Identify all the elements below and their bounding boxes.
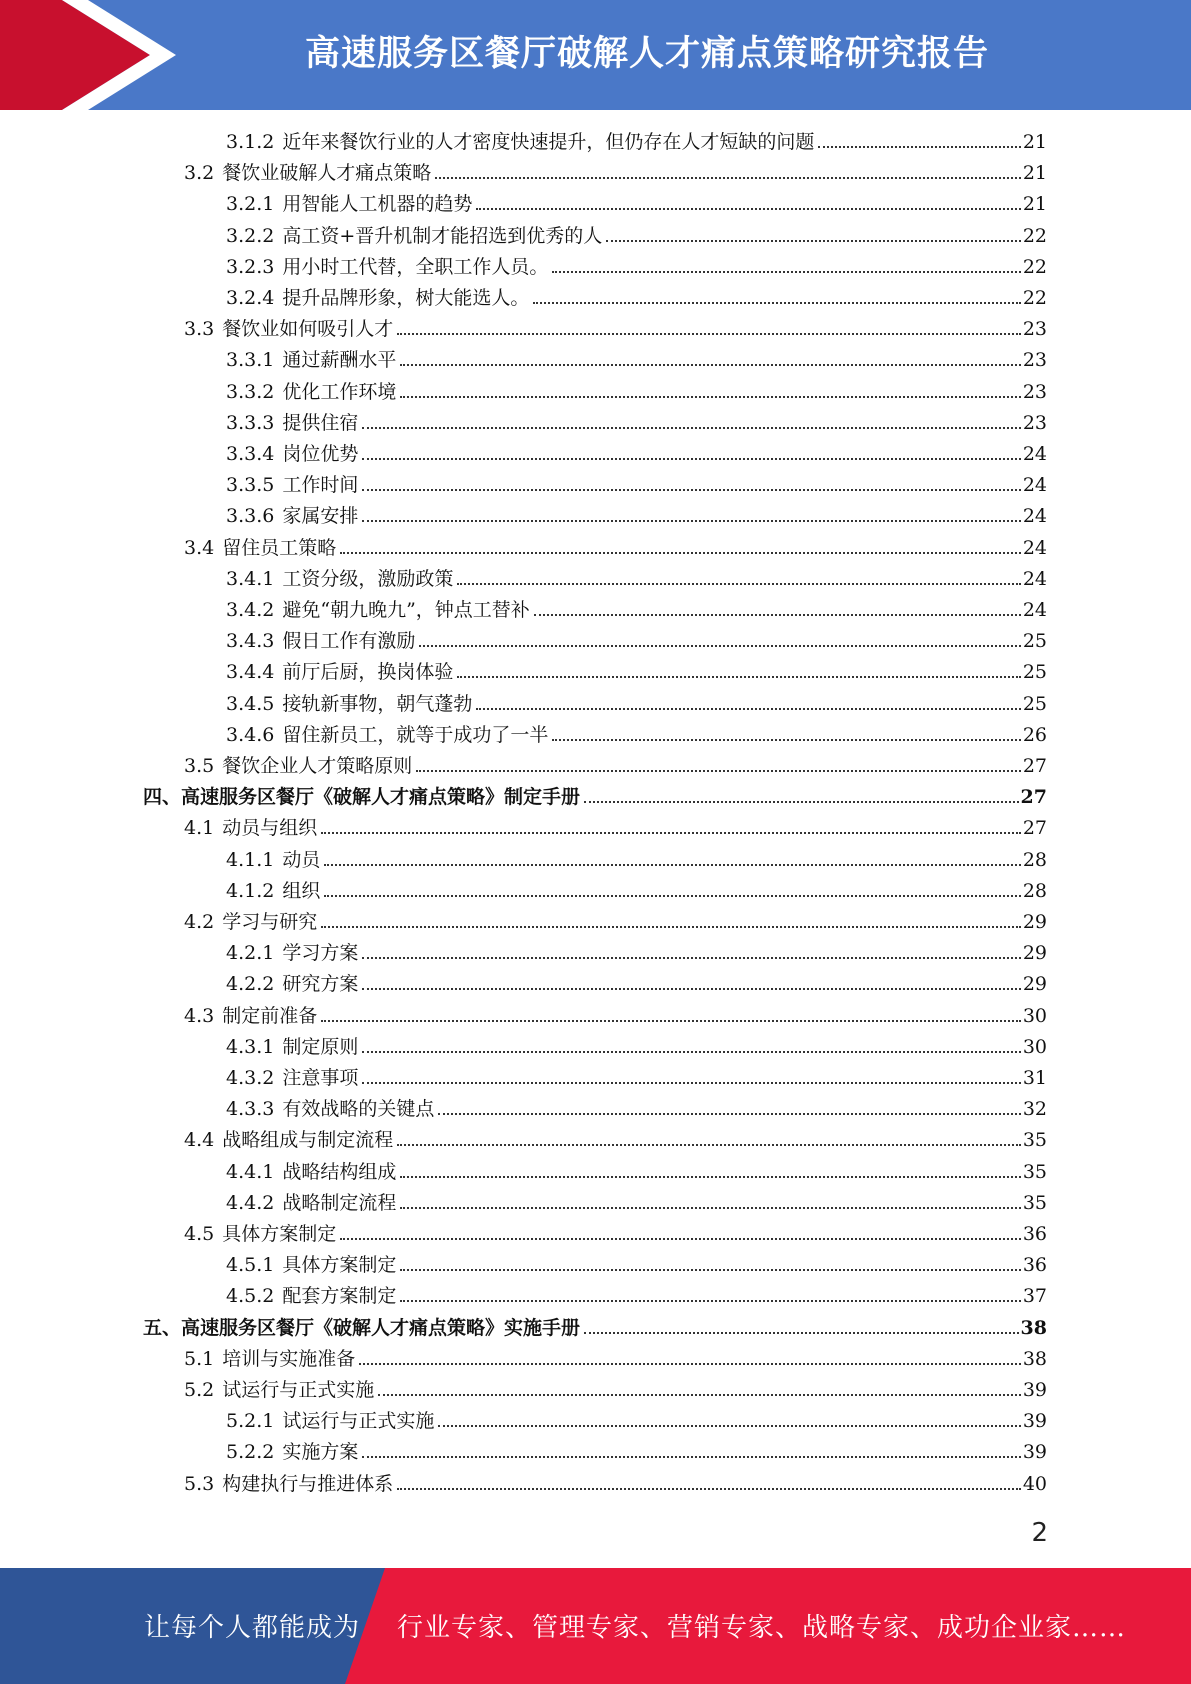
toc-entry-number: 4.2 [184, 911, 215, 933]
toc-entry-number: 3.3.1 [226, 349, 275, 372]
toc-entry-number: 4.5 [184, 1223, 215, 1245]
toc-dot-leader [362, 489, 1020, 491]
toc-entry-number: 3.2.4 [226, 287, 275, 309]
footer-slogan-left: 让每个人都能成为 [144, 1613, 361, 1643]
toc-entry-number: 3.4.5 [226, 692, 275, 715]
toc-entry-page: 29 [1022, 911, 1047, 933]
toc-entry-title: 前厅后厨，换岗体验 [282, 661, 454, 684]
toc-entry-page: 25 [1022, 661, 1047, 684]
toc-entry-page: 25 [1022, 630, 1047, 653]
toc-dot-leader [340, 1238, 1021, 1240]
page-number: 2 [1031, 1518, 1048, 1548]
toc-dot-leader [476, 208, 1020, 210]
toc-entry-number: 3.2.3 [226, 255, 275, 278]
toc-entry-title: 具体方案制定 [222, 1223, 337, 1245]
toc-entry-page: 31 [1022, 1067, 1047, 1089]
toc-entry-page: 23 [1022, 318, 1047, 341]
toc-entry-title: 制定原则 [282, 1035, 359, 1058]
toc-entry-page: 38 [1022, 1347, 1047, 1370]
toc-entry-number: 3.4.3 [226, 630, 275, 653]
toc-entry-title: 避免“朝九晚九”，钟点工替补 [282, 599, 530, 621]
toc-entry[interactable] [226, 1063, 1047, 1094]
toc-entry-number: 3.1.2 [226, 131, 275, 153]
toc-entry-title: 提升品牌形象，树大能选人。 [282, 287, 530, 309]
toc-entry-page: 27 [1020, 786, 1047, 809]
toc-dot-leader [362, 957, 1020, 959]
toc-dot-leader [435, 177, 1021, 179]
toc-entry-page: 21 [1022, 162, 1047, 185]
toc-entry-page: 38 [1020, 1316, 1047, 1339]
toc-entry[interactable] [226, 657, 1047, 688]
toc-entry-title: 具体方案制定 [282, 1254, 397, 1277]
toc-entry-page: 26 [1022, 723, 1047, 746]
toc-entry[interactable] [226, 189, 1047, 220]
toc-dot-leader [584, 801, 1019, 803]
toc-entry-title: 用智能人工机器的趋势 [282, 193, 473, 216]
toc-dot-leader [378, 1394, 1021, 1396]
toc-entry[interactable] [226, 1437, 1047, 1468]
toc-entry[interactable] [226, 1188, 1047, 1219]
toc-entry-number: 3.2 [184, 162, 215, 185]
toc-entry[interactable] [226, 408, 1047, 439]
toc-entry-number: 4.3.1 [226, 1035, 275, 1058]
toc-entry-page: 24 [1022, 474, 1047, 497]
toc-entry-number: 4.2.2 [226, 973, 275, 996]
toc-entry-title: 岗位优势 [282, 443, 359, 465]
toc-entry-page: 28 [1022, 848, 1047, 871]
toc-entry-title: 接轨新事物，朝气蓬勃 [282, 692, 473, 715]
toc-dot-leader [400, 396, 1020, 398]
toc-entry-page: 29 [1022, 973, 1047, 996]
toc-entry-page: 27 [1022, 755, 1047, 777]
toc-dot-leader [400, 364, 1020, 366]
toc-entry-number: 3.3.3 [226, 411, 275, 434]
toc-entry-title: 组织 [282, 879, 321, 902]
toc-entry-title: 优化工作环境 [282, 380, 397, 403]
toc-entry-title: 构建执行与推进体系 [222, 1472, 394, 1495]
toc-entry-title: 有效战略的关键点 [282, 1098, 435, 1121]
toc-entry[interactable] [184, 1125, 1047, 1156]
toc-entry-page: 28 [1022, 879, 1047, 902]
toc-entry-title: 实施方案 [282, 1441, 359, 1464]
toc-entry-title: 四、高速服务区餐厅《破解人才痛点策略》制定手册 [143, 786, 581, 809]
toc-entry[interactable] [184, 813, 1047, 844]
toc-entry-number: 3.3.6 [226, 505, 275, 528]
toc-dot-leader [397, 1144, 1021, 1146]
toc-entry-title: 学习方案 [282, 942, 359, 965]
toc-entry-page: 37 [1022, 1285, 1047, 1308]
toc-dot-leader [400, 1300, 1020, 1302]
toc-entry-title: 餐饮业破解人才痛点策略 [222, 162, 432, 185]
toc-entry[interactable] [184, 158, 1047, 189]
toc-entry-page: 39 [1022, 1379, 1047, 1401]
toc-entry-title: 战略制定流程 [282, 1191, 397, 1214]
toc-entry[interactable] [226, 564, 1047, 595]
toc-entry[interactable] [226, 876, 1047, 907]
toc-entry-title: 通过薪酬水平 [282, 349, 397, 372]
toc-dot-leader [419, 645, 1020, 647]
toc-entry-page: 24 [1022, 536, 1047, 559]
toc-dot-leader [362, 1456, 1020, 1458]
toc-entry-title: 配套方案制定 [282, 1285, 397, 1308]
toc-entry-number: 5.3 [184, 1472, 215, 1495]
toc-entry-page: 24 [1022, 567, 1047, 590]
toc-dot-leader [362, 1082, 1020, 1084]
toc-dot-leader [362, 1051, 1020, 1053]
toc-entry-page: 24 [1022, 505, 1047, 528]
toc-entry-page: 30 [1022, 1035, 1047, 1058]
toc-entry-page: 24 [1022, 443, 1047, 465]
toc-entry[interactable] [226, 377, 1047, 408]
toc-entry[interactable] [226, 1032, 1047, 1063]
toc-dot-leader [400, 1207, 1020, 1209]
toc-entry-title: 餐饮企业人才策略原则 [222, 755, 413, 777]
toc-entry-number: 3.2.2 [226, 224, 275, 247]
toc-entry[interactable] [226, 1281, 1047, 1312]
toc-entry-page: 35 [1022, 1191, 1047, 1214]
toc-entry[interactable] [226, 845, 1047, 876]
toc-entry-number: 3.4.4 [226, 661, 275, 684]
toc-entry-number: 5.2.1 [226, 1410, 275, 1433]
toc-entry-title: 培训与实施准备 [222, 1347, 356, 1370]
toc-entry[interactable] [226, 345, 1047, 376]
toc-dot-leader [818, 146, 1020, 148]
toc-entry-number: 4.1.1 [226, 848, 275, 871]
toc-entry[interactable] [226, 1094, 1047, 1125]
toc-entry-title: 研究方案 [282, 973, 359, 996]
toc-entry-number: 3.2.1 [226, 193, 275, 216]
toc-dot-leader [533, 302, 1020, 304]
toc-entry[interactable] [226, 938, 1047, 969]
toc-entry-page: 39 [1022, 1441, 1047, 1464]
toc-entry[interactable] [143, 1313, 1047, 1344]
toc-dot-leader [321, 1020, 1021, 1022]
toc-entry[interactable] [226, 1250, 1047, 1281]
toc-entry-title: 战略结构组成 [282, 1160, 397, 1183]
toc-entry-page: 30 [1022, 1004, 1047, 1027]
toc-dot-leader [397, 333, 1021, 335]
toc-entry[interactable] [226, 501, 1047, 532]
toc-entry[interactable] [226, 470, 1047, 501]
header-band [0, 0, 1191, 110]
toc-entry-title: 留住新员工，就等于成功了一半 [282, 723, 549, 746]
toc-dot-leader [606, 240, 1021, 242]
toc-dot-leader [321, 832, 1021, 834]
toc-entry-title: 留住员工策略 [222, 536, 337, 559]
toc-entry[interactable] [226, 969, 1047, 1000]
toc-entry[interactable] [226, 221, 1047, 252]
toc-entry-number: 4.1 [184, 817, 215, 840]
toc-dot-leader [362, 427, 1020, 429]
toc-dot-leader [457, 583, 1020, 585]
toc-entry-number: 3.4.2 [226, 599, 275, 621]
toc-entry-title: 工作时间 [282, 474, 359, 497]
toc-dot-leader [534, 614, 1021, 616]
toc-entry-title: 用小时工代替，全职工作人员。 [282, 255, 549, 278]
toc-dot-leader [457, 676, 1020, 678]
toc-entry-number: 3.3.4 [226, 443, 275, 465]
toc-entry-title: 餐饮业如何吸引人才 [222, 318, 394, 341]
toc-entry-title: 动员 [282, 848, 321, 871]
toc-dot-leader [397, 1488, 1021, 1490]
toc-entry[interactable] [226, 439, 1047, 470]
toc-entry-number: 3.4 [184, 536, 215, 559]
document-title: 高速服务区餐厅破解人才痛点策略研究报告 [305, 34, 990, 74]
toc-entry-page: 21 [1022, 131, 1047, 153]
toc-entry-page: 29 [1022, 942, 1047, 965]
toc-entry-page: 22 [1022, 287, 1047, 309]
toc-entry[interactable] [184, 1344, 1047, 1375]
toc-dot-leader [584, 1332, 1019, 1334]
toc-dot-leader [324, 864, 1020, 866]
toc-entry-page: 36 [1022, 1223, 1047, 1245]
toc-entry[interactable] [184, 1219, 1047, 1250]
toc-dot-leader [324, 895, 1020, 897]
toc-dot-leader [362, 988, 1020, 990]
toc-entry-number: 5.2 [184, 1379, 215, 1401]
toc-entry[interactable] [184, 907, 1047, 938]
toc-entry[interactable] [184, 1469, 1047, 1500]
toc-entry-number: 3.4.6 [226, 723, 275, 746]
toc-entry-title: 动员与组织 [222, 817, 318, 840]
toc-entry-number: 3.4.1 [226, 567, 275, 590]
toc-entry-title: 高工资+晋升机制才能招选到优秀的人 [282, 224, 603, 247]
toc-entry-page: 35 [1022, 1160, 1047, 1183]
toc-entry-number: 4.5.2 [226, 1285, 275, 1308]
toc-entry[interactable] [226, 1157, 1047, 1188]
toc-entry[interactable] [226, 720, 1047, 751]
toc-entry[interactable] [143, 782, 1047, 813]
toc-dot-leader [400, 1269, 1020, 1271]
toc-dot-leader [362, 520, 1020, 522]
toc-entry[interactable] [226, 689, 1047, 720]
toc-dot-leader [400, 1176, 1020, 1178]
toc-entry[interactable] [226, 252, 1047, 283]
footer-slogan-right: 行业专家、管理专家、营销专家、战略专家、成功企业家…… [397, 1613, 1127, 1643]
toc-entry-number: 3.3 [184, 318, 215, 341]
toc-dot-leader [552, 271, 1020, 273]
toc-entry[interactable] [184, 314, 1047, 345]
toc-dot-leader [438, 1113, 1020, 1115]
toc-entry-number: 4.4.1 [226, 1160, 275, 1183]
toc-entry-page: 35 [1022, 1129, 1047, 1152]
toc-dot-leader [438, 1425, 1020, 1427]
toc-entry-title: 试运行与正式实施 [222, 1379, 375, 1401]
toc-entry-number: 4.5.1 [226, 1254, 275, 1277]
toc-entry-page: 21 [1022, 193, 1047, 216]
toc-entry-number: 3.3.5 [226, 474, 275, 497]
toc-entry-number: 4.4.2 [226, 1191, 275, 1214]
toc-entry-number: 4.1.2 [226, 879, 275, 902]
toc-entry-title: 假日工作有激励 [282, 630, 416, 653]
toc-entry-page: 24 [1022, 599, 1047, 621]
toc-entry-number: 5.1 [184, 1347, 215, 1370]
toc-entry[interactable] [184, 533, 1047, 564]
toc-entry-page: 23 [1022, 380, 1047, 403]
toc-entry[interactable] [184, 1375, 1047, 1406]
footer-band [0, 1568, 1191, 1684]
toc-entry-title: 工资分级，激励政策 [282, 567, 454, 590]
toc-entry-title: 注意事项 [282, 1067, 359, 1089]
toc-entry-page: 23 [1022, 349, 1047, 372]
toc-entry[interactable] [226, 283, 1047, 314]
toc-dot-leader [340, 552, 1021, 554]
toc-entry-title: 制定前准备 [222, 1004, 318, 1027]
toc-dot-leader [359, 1363, 1021, 1365]
toc-entry[interactable] [226, 595, 1047, 626]
toc-entry-number: 5.2.2 [226, 1441, 275, 1464]
toc-dot-leader [552, 739, 1020, 741]
toc-entry[interactable] [226, 1406, 1047, 1437]
toc-entry[interactable] [184, 751, 1047, 782]
toc-entry-title: 近年来餐饮行业的人才密度快速提升，但仍存在人才短缺的问题 [282, 131, 815, 153]
toc-entry-page: 23 [1022, 411, 1047, 434]
toc-entry-number: 3.5 [184, 755, 215, 777]
toc-entry-number: 4.3 [184, 1004, 215, 1027]
toc-entry-number: 4.3.3 [226, 1098, 275, 1121]
toc-dot-leader [321, 926, 1021, 928]
toc-entry-page: 36 [1022, 1254, 1047, 1277]
toc-entry-title: 家属安排 [282, 505, 359, 528]
toc-entry[interactable] [226, 127, 1047, 158]
toc-entry-number: 3.3.2 [226, 380, 275, 403]
toc-entry-title: 战略组成与制定流程 [222, 1129, 394, 1152]
toc-entry-title: 提供住宿 [282, 411, 359, 434]
toc-entry-title: 试运行与正式实施 [282, 1410, 435, 1433]
toc-entry-page: 25 [1022, 692, 1047, 715]
toc-entry-number: 4.4 [184, 1129, 215, 1152]
toc-dot-leader [362, 458, 1020, 460]
toc-entry-page: 32 [1022, 1098, 1047, 1121]
toc-entry-page: 22 [1022, 224, 1047, 247]
toc-entry-title: 学习与研究 [222, 911, 318, 933]
toc-entry-page: 40 [1022, 1472, 1047, 1495]
toc-entry-page: 22 [1022, 255, 1047, 278]
toc-dot-leader [416, 770, 1021, 772]
toc-entry-page: 39 [1022, 1410, 1047, 1433]
toc-dot-leader [476, 708, 1020, 710]
toc-entry-page: 27 [1022, 817, 1047, 840]
toc-entry-number: 4.2.1 [226, 942, 275, 965]
toc-entry[interactable] [226, 626, 1047, 657]
toc-entry[interactable] [184, 1001, 1047, 1032]
toc-entry-number: 4.3.2 [226, 1067, 275, 1089]
toc-entry-title: 五、高速服务区餐厅《破解人才痛点策略》实施手册 [143, 1316, 581, 1339]
